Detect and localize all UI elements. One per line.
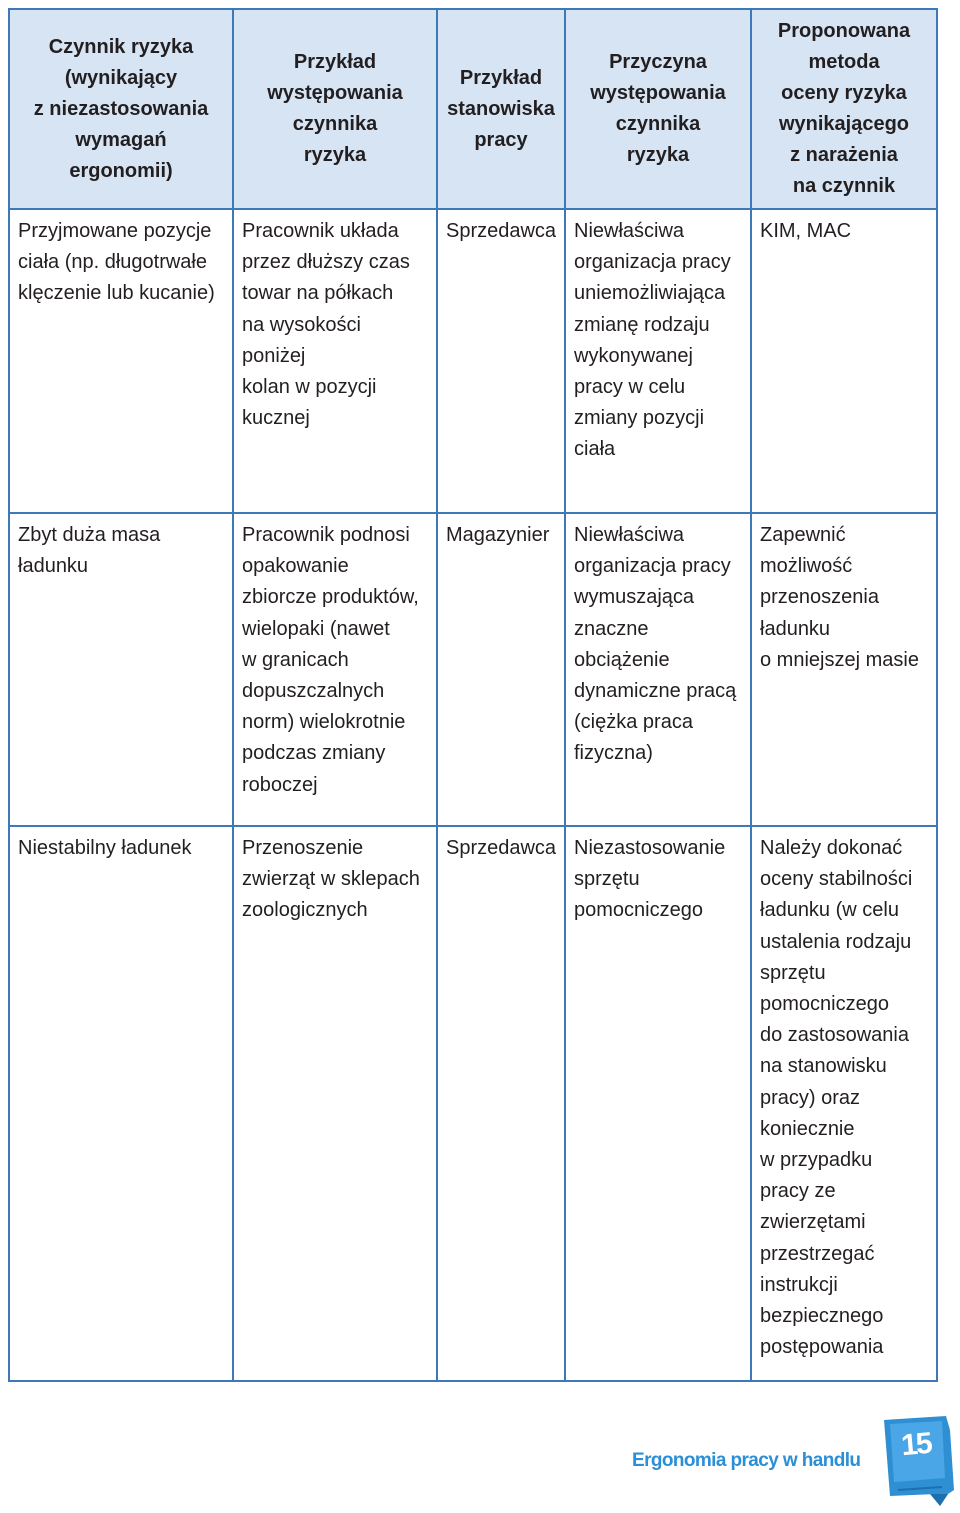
- cell-risk-factor: Niestabilny ładunek: [9, 826, 233, 1381]
- cell-risk-factor: Zbyt duża masa ładunku: [9, 513, 233, 826]
- cell-risk-example: Pracownik układa przez dłuższy czas towar na półkach na wysokości poniżej kolan w pozycji kucznej: [233, 209, 437, 513]
- table-row: [9, 209, 937, 513]
- table-row: [9, 513, 937, 826]
- cell-assessment-method: KIM, MAC: [751, 209, 937, 513]
- header-risk-example: Przykład występowania czynnika ryzyka: [233, 9, 437, 209]
- cell-assessment-method: Zapewnić możliwość przenoszenia ładunku o mniejszej masie: [751, 513, 937, 826]
- cell-risk-example: Przenoszenie zwierząt w sklepach zoologicznych: [233, 826, 437, 1381]
- cell-risk-factor: Przyjmowane pozycje ciała (np. długotrwałe klęczenie lub kucanie): [9, 209, 233, 513]
- cell-workstation: Sprzedawca: [437, 826, 565, 1381]
- table-header-row: [9, 9, 937, 209]
- table-row: [9, 826, 937, 1381]
- header-workstation-example: Przykład stanowiska pracy: [437, 9, 565, 209]
- cell-risk-example: Pracownik podnosi opakowanie zbiorcze produktów, wielopaki (nawet w granicach dopuszczalnych norm) wielokrotnie podczas zmiany roboczej: [233, 513, 437, 826]
- header-risk-cause: Przyczyna występowania czynnika ryzyka: [565, 9, 751, 209]
- page-number: 15: [899, 1426, 933, 1463]
- header-risk-factor: Czynnik ryzyka (wynikający z niezastosowania wymagań ergonomii): [9, 9, 233, 209]
- cell-workstation: Sprzedawca: [437, 209, 565, 513]
- cell-risk-cause: Niewłaściwa organizacja pracy wymuszająca znaczne obciążenie dynamiczne pracą (ciężka praca fizyczna): [565, 513, 751, 826]
- footer-title: Ergonomia pracy w handlu: [632, 1450, 861, 1471]
- cell-workstation: Magazynier: [437, 513, 565, 826]
- cell-risk-cause: Niewłaściwa organizacja pracy uniemożliwiająca zmianę rodzaju wykonywanej pracy w celu zmiany pozycji ciała: [565, 209, 751, 513]
- cell-risk-cause: Niezastosowanie sprzętu pomocniczego: [565, 826, 751, 1381]
- cell-assessment-method: Należy dokonać oceny stabilności ładunku (w celu ustalenia rodzaju sprzętu pomocniczego do zastosowania na stanowisku pracy) oraz koniecznie w przypadku pracy ze zwierzętami przestrzegać instrukcji bezpiecznego postępowania: [751, 826, 937, 1381]
- risk-factors-table: [8, 8, 938, 1382]
- header-assessment-method: Proponowana metoda oceny ryzyka wynikającego z narażenia na czynnik: [751, 9, 937, 209]
